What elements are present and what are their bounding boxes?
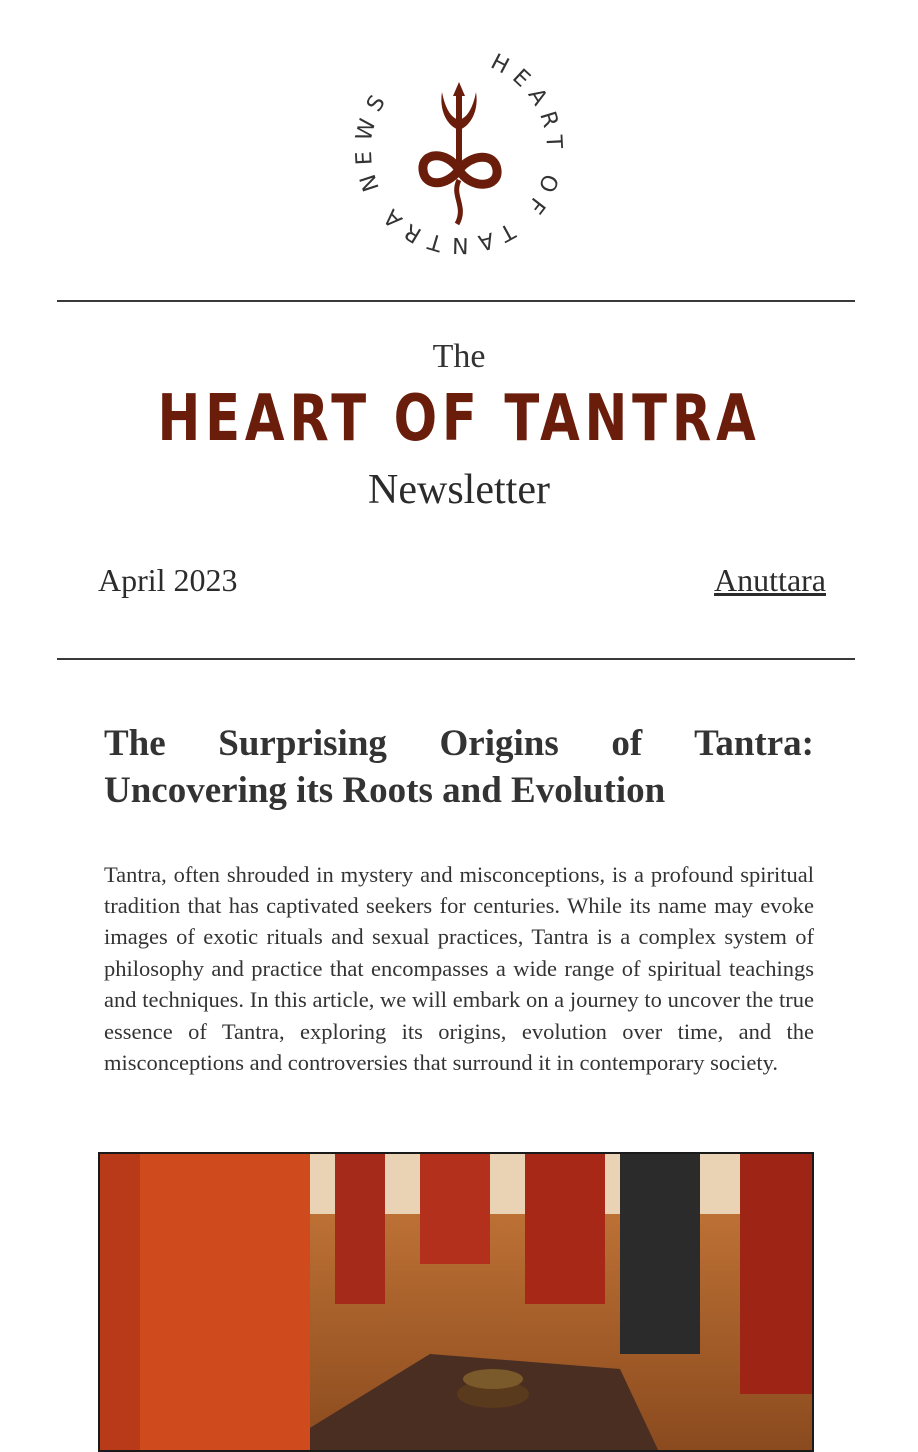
top-divider	[57, 300, 855, 302]
masthead-the: The	[432, 338, 486, 375]
author-link[interactable]: Anuttara	[714, 562, 826, 598]
issue-date: April 2023	[98, 562, 238, 598]
article-body: Tantra, often shrouded in mystery and misconceptions, is a profound spiritual tradition that has captivated seekers for centuries. While its name may evoke images of exotic rituals and sexual practices, Tantra is a complex system of philosophy and practice that encompasses a wide range of spiritual teachings and techniques. In this article, we will embark on a journey to uncover the true essence of Tantra, exploring its origins, evolution over time, and the misconceptions and controversies that surround it in contemporary society.	[104, 861, 814, 1075]
ritual-circle-photo	[98, 1152, 814, 1452]
bottom-divider	[57, 658, 855, 660]
masthead-title: HEART OF TANTRA	[157, 382, 761, 456]
logo-ring-text: HEART OF TANTRA NEWS	[351, 49, 567, 258]
newsletter-logo	[339, 30, 579, 270]
article-headline: The Surprising Origins of Tantra: Uncovering its Roots and Evolution	[104, 722, 814, 811]
trishula-infinity-icon	[423, 82, 497, 224]
masthead-subtitle: Newsletter	[368, 467, 550, 513]
